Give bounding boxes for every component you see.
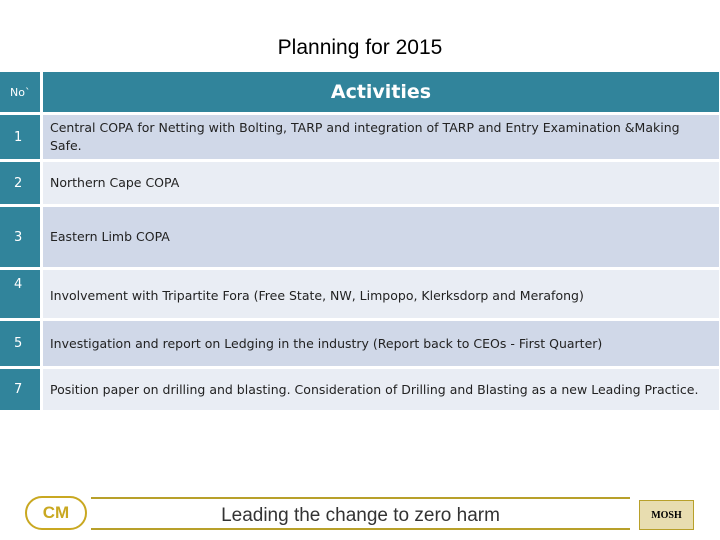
mosh-logo: MOSH	[639, 500, 694, 530]
row-number: 4	[0, 270, 40, 318]
row-number: 2	[0, 162, 40, 204]
footer-divider-top	[91, 497, 630, 499]
row-activity: Central COPA for Netting with Bolting, TARP and integration of TARP and Entry Examination &Making Safe.	[43, 115, 719, 159]
row-number: 3	[0, 207, 40, 267]
header-no: No`	[0, 72, 40, 112]
row-activity: Northern Cape COPA	[43, 162, 719, 204]
page-title: Planning for 2015	[277, 36, 443, 59]
footer-divider-bottom	[91, 528, 630, 530]
footer-slogan: Leading the change to zero harm	[221, 505, 500, 526]
row-activity: Investigation and report on Ledging in the industry (Report back to CEOs - First Quarter)	[43, 321, 719, 366]
row-activity: Eastern Limb COPA	[43, 207, 719, 267]
row-number: 5	[0, 321, 40, 366]
row-number: 7	[0, 369, 40, 410]
row-activity: Position paper on drilling and blasting. Consideration of Drilling and Blasting as a new Leading Practice.	[43, 369, 719, 410]
cm-logo: CM	[25, 496, 87, 530]
row-number: 1	[0, 115, 40, 159]
header-activities: Activities	[43, 72, 719, 112]
row-activity: Involvement with Tripartite Fora (Free State, NW, Limpopo, Klerksdorp and Merafong)	[43, 270, 719, 318]
